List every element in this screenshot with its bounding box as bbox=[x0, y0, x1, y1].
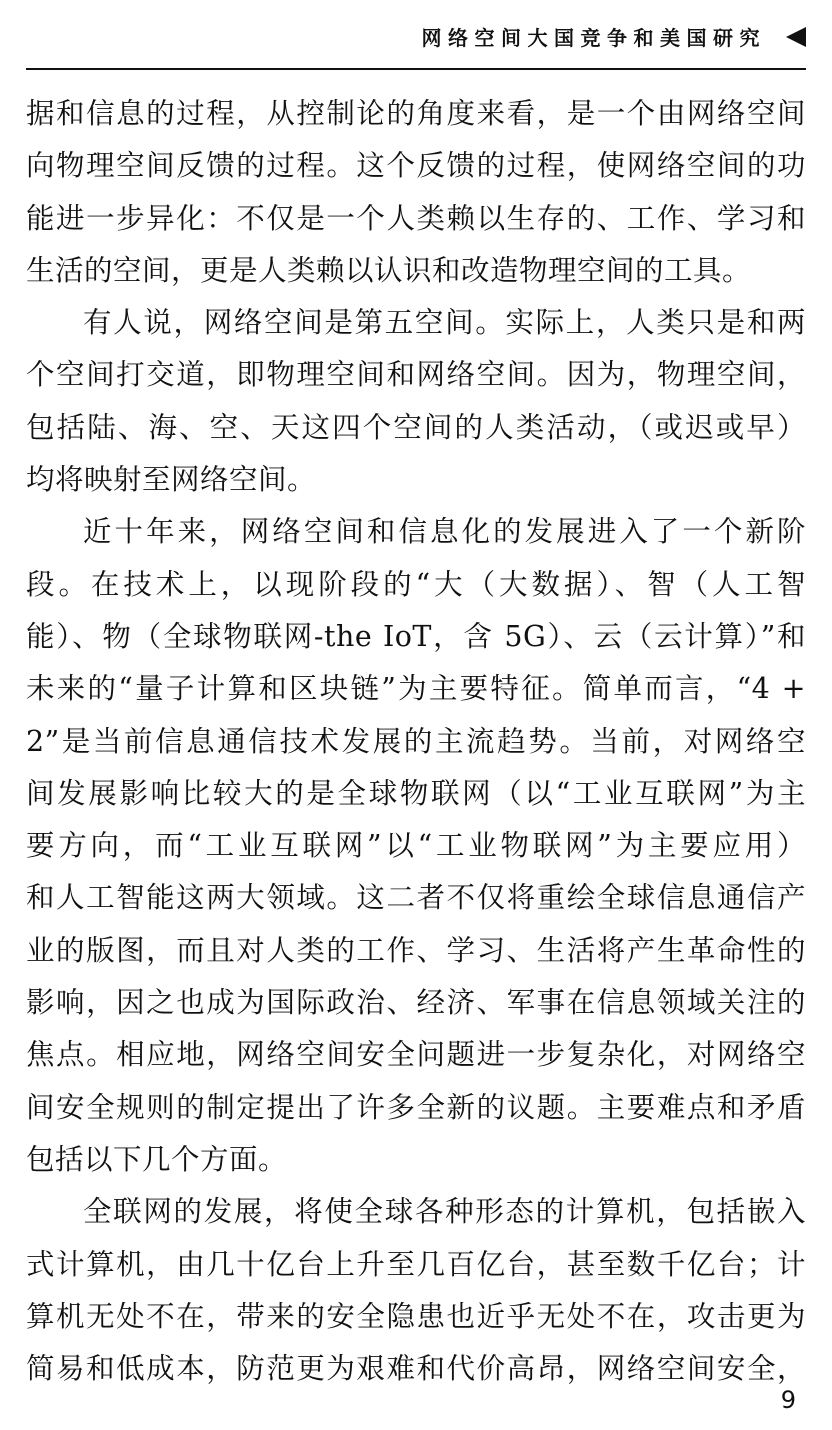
text-line: 个空间打交道，即物理空间和网络空间。因为，物理空间， bbox=[26, 358, 806, 392]
text-line: 2”是当前信息通信技术发展的主流趋势。当前，对网络空 bbox=[26, 724, 806, 758]
text-line: 能）、物（全球物联网-the IoT，含 5G）、云（云计算）”和 bbox=[26, 619, 806, 653]
text-line: 包括陆、海、空、天这四个空间的人类活动，（或迟或早） bbox=[26, 410, 806, 444]
text-line: 能进一步异化：不仅是一个人类赖以生存的、工作、学习和 bbox=[26, 201, 806, 235]
running-header bbox=[26, 0, 806, 72]
text-line: 据和信息的过程，从控制论的角度来看，是一个由网络空间 bbox=[26, 97, 806, 130]
text-line: 近十年来，网络空间和信息化的发展进入了一个新阶 bbox=[83, 515, 806, 549]
text-line: 包括以下几个方面。 bbox=[26, 1142, 288, 1176]
text-line: 影响，因之也成为国际政治、经济、军事在信息领域关注的 bbox=[26, 986, 806, 1020]
text-line: 要方向，而“工业互联网”以“工业物联网”为主要应用） bbox=[26, 829, 806, 863]
text-line: 未来的“量子计算和区块链”为主要特征。简单而言，“4 + bbox=[26, 672, 806, 706]
paragraph bbox=[26, 297, 806, 506]
text-line: 和人工智能这两大领域。这二者不仅将重绘全球信息通信产 bbox=[26, 881, 806, 915]
running-title: 网络空间大国竞争和美国研究 bbox=[421, 26, 766, 50]
text-line: 间安全规则的制定提出了许多全新的议题。主要难点和矛盾 bbox=[26, 1090, 806, 1124]
left-triangle-icon bbox=[786, 27, 806, 47]
header-rule bbox=[26, 68, 806, 70]
text-line: 生活的空间，更是人类赖以认识和改造物理空间的工具。 bbox=[26, 253, 752, 287]
text-line: 简易和低成本，防范更为艰难和代价高昂，网络空间安全， bbox=[26, 1352, 806, 1386]
text-line: 式计算机，由几十亿台上升至几百亿台，甚至数千亿台；计 bbox=[26, 1247, 806, 1281]
text-line: 全联网的发展，将使全球各种形态的计算机，包括嵌入 bbox=[83, 1195, 806, 1229]
text-line: 业的版图，而且对人类的工作、学习、生活将产生革命性的 bbox=[26, 933, 806, 967]
text-line: 间发展影响比较大的是全球物联网（以“工业互联网”为主 bbox=[26, 776, 806, 810]
text-line: 向物理空间反馈的过程。这个反馈的过程，使网络空间的功 bbox=[26, 149, 806, 183]
body-text bbox=[26, 88, 806, 1395]
text-line: 焦点。相应地，网络空间安全问题进一步复杂化，对网络空 bbox=[26, 1038, 806, 1072]
paragraph bbox=[26, 1186, 806, 1395]
text-line: 均将映射至网络空间。 bbox=[26, 463, 317, 497]
text-line: 算机无处不在，带来的安全隐患也近乎无处不在，攻击更为 bbox=[26, 1299, 806, 1333]
page-number: 9 bbox=[780, 1386, 796, 1414]
paragraph bbox=[26, 88, 806, 297]
paragraph bbox=[26, 506, 806, 1186]
text-line: 有人说，网络空间是第五空间。实际上，人类只是和两 bbox=[83, 306, 806, 340]
text-line: 段。在技术上，以现阶段的“大（大数据）、智（人工智 bbox=[26, 567, 806, 601]
